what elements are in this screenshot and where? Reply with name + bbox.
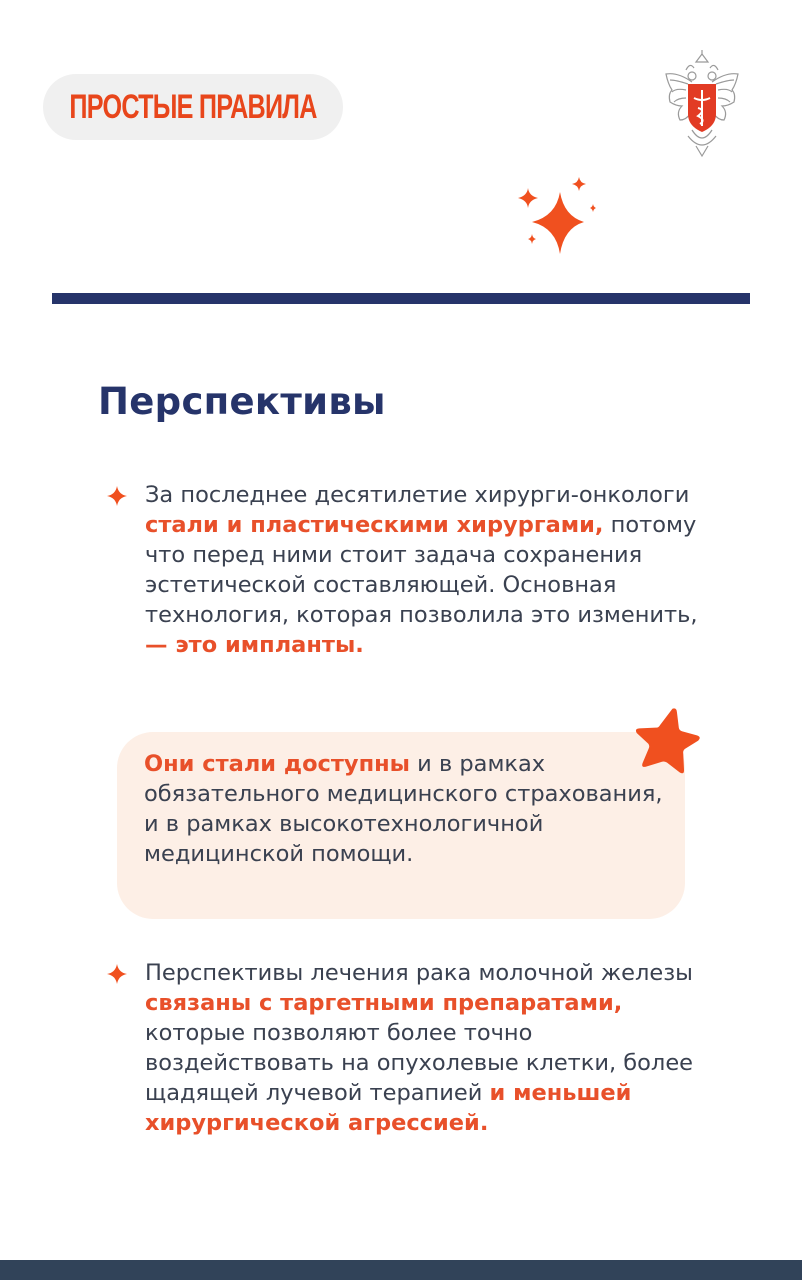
footer-bar [0, 1260, 802, 1280]
callout-box [117, 732, 685, 919]
bullet-text: Перспективы лечения рака молочной железы [145, 960, 693, 986]
bullet-highlight: стали и пластическими хирургами, [145, 512, 604, 538]
bullet-text: За последнее десятилетие хирурги-онкологи [145, 482, 690, 508]
ministry-of-health-emblem-icon [662, 50, 742, 158]
star-icon [628, 704, 702, 776]
bullet-highlight: и меньшей хирургической агрессией. [145, 1080, 632, 1136]
section-divider [52, 293, 750, 304]
four-point-star-icon [107, 486, 127, 506]
bullet-highlight: — это импланты. [145, 632, 364, 658]
sparkles-icon [510, 172, 610, 260]
bullet-item-targeted-therapy [145, 958, 725, 1138]
bullet-highlight: связаны с таргетными препаратами, [145, 990, 623, 1016]
bullet-item-implants [145, 480, 725, 660]
bullet-text: которые позволяют более точно воздействовать на опухолевые клетки, более щадящей лучевой терапией [145, 1020, 693, 1106]
callout-body: и в рамках обязательного медицинского страхования, и в рамках высокотехнологичной медицинской помощи. [144, 751, 663, 867]
callout-highlight: Они стали доступны [144, 751, 411, 777]
callout-text [144, 749, 664, 869]
section-title: Перспективы [98, 380, 386, 423]
bullet-text: потому что перед ними стоит задача сохранения эстетической составляющей. Основная технология, которая позволила это изменить, [145, 512, 698, 628]
four-point-star-icon [107, 964, 127, 984]
category-badge-label: ПРОСТЫЕ ПРАВИЛА [69, 87, 317, 126]
category-badge [43, 74, 343, 140]
